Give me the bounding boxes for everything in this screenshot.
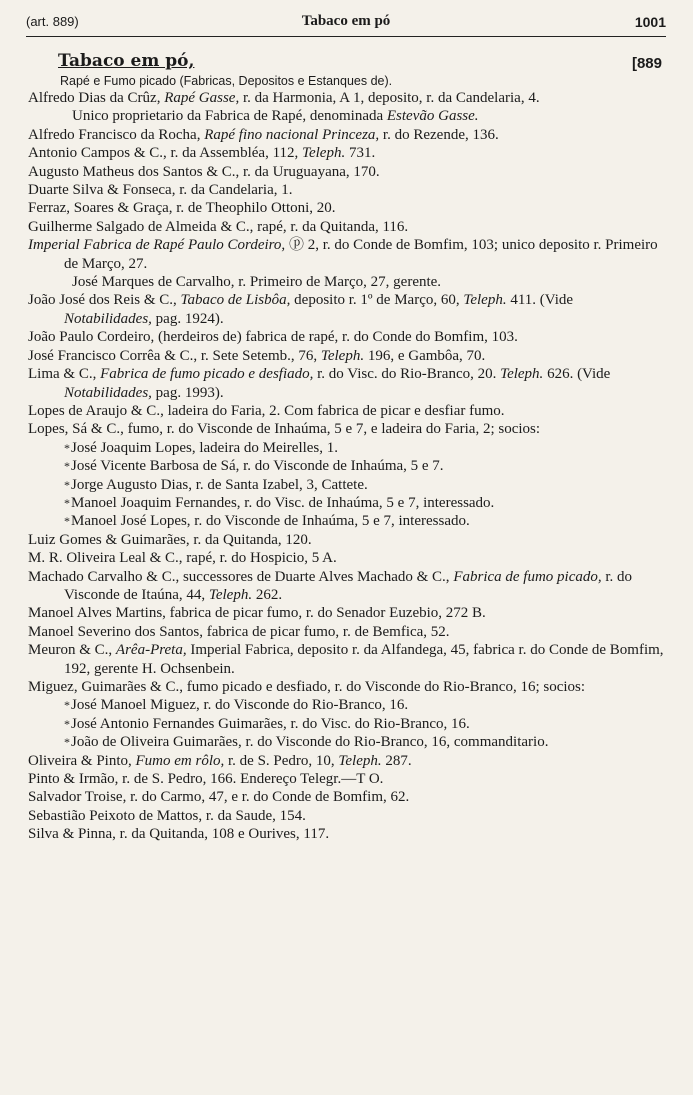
entry-text: Notabilidades,: [64, 384, 152, 401]
entry-text: Teleph.: [500, 366, 544, 383]
section-ref: [889: [631, 55, 662, 72]
entry-text: Lima & C.,: [28, 366, 101, 383]
asterisk-mark: *: [64, 716, 70, 731]
entry-text: Lopes de Araujo & C., ladeira do Faria, 2. Com fabrica de picar e desfiar fumo.: [28, 402, 505, 419]
entry-text: pag. 1993).: [151, 384, 224, 401]
entry-text: r. do Visc. do Rio-Branco, 20.: [313, 366, 501, 383]
entry-text: Imperial Fabrica, deposito r. da Alfandega, 45, fabrica r. do Conde de Bomfim, 192, gerente H. Ochsenbein.: [64, 642, 664, 677]
entry-text: Augusto Matheus dos Santos & C., r. da Uruguayana, 170.: [28, 163, 380, 180]
entry-text: Alfredo Francisco da Rocha,: [28, 126, 205, 143]
entry-text: Manoel Alves Martins, fabrica de picar fumo, r. do Senador Euzebio, 272 B.: [28, 605, 486, 622]
directory-entry: [28, 752, 664, 770]
entry-text: Manoel José Lopes, r. do Visconde de Inhaúma, 5 e 7, interessado.: [71, 513, 470, 530]
partner-entry: [28, 273, 664, 291]
partner-entry: [28, 439, 664, 457]
directory-entry: [28, 568, 664, 605]
entry-text: José Francisco Corrêa & C., r. Sete Setemb., 76,: [28, 347, 321, 364]
entry-text: Fabrica de fumo picado e desfiado,: [100, 366, 314, 383]
entry-text: Teleph.: [463, 292, 507, 309]
directory-entry: [28, 347, 664, 365]
directory-entry: [28, 678, 664, 696]
article-reference: (art. 889): [26, 14, 79, 29]
entry-text: João Paulo Cordeiro, (herdeiros de) fabrica de rapé, r. do Conde do Bomfim, 103.: [28, 329, 518, 346]
partner-entry: [28, 457, 664, 475]
partner-entry: [28, 733, 664, 751]
entry-text: Machado Carvalho & C., successores de Duarte Alves Machado & C.,: [28, 568, 454, 585]
entry-text: 731.: [345, 145, 376, 162]
entry-text: Unico proprietario da Fabrica de Rapé, denominada: [72, 108, 387, 125]
entry-text: Ferraz, Soares & Graça, r. de Theophilo Ottoni, 20.: [28, 200, 336, 217]
entry-text: 411. (Vide: [506, 292, 574, 309]
entry-text: Antonio Campos & C., r. da Assembléa, 112,: [28, 145, 303, 162]
entry-text: 196, e Gambôa, 70.: [364, 347, 486, 364]
entry-text: José Joaquim Lopes, ladeira do Meirelles, 1.: [71, 439, 339, 456]
asterisk-mark: *: [64, 495, 70, 510]
asterisk-mark: *: [64, 459, 70, 474]
entry-text: Duarte Silva & Fonseca, r. da Candelaria, 1.: [28, 182, 293, 199]
directory-entry: [28, 788, 664, 806]
partner-entry: [28, 715, 664, 733]
entry-text: r. do Visconde de Itaúna, 44,: [64, 568, 633, 603]
entry-text: r. da Harmonia, A 1, deposito, r. da Candelaria, 4.: [239, 90, 540, 106]
entry-text: Alfredo Dias da Crûz,: [28, 90, 165, 106]
directory-entry: [28, 181, 664, 199]
entry-text: Teleph.: [320, 347, 365, 364]
partner-entry: [28, 107, 664, 125]
entry-text: Teleph.: [208, 586, 253, 603]
directory-entry: [28, 549, 664, 567]
entry-text: José Antonio Fernandes Guimarães, r. do Visc. do Rio-Branco, 16.: [71, 715, 470, 732]
entry-text: pag. 1924).: [151, 310, 224, 327]
asterisk-mark: *: [64, 735, 70, 750]
directory-entry: [28, 623, 664, 641]
entry-text: r. de S. Pedro, 10,: [224, 752, 339, 769]
directory-entry: [28, 218, 664, 236]
partner-entry: [28, 696, 664, 714]
partner-entry: [28, 512, 664, 530]
entry-text: Silva & Pinna, r. da Quitanda, 108 e Ourives, 117.: [28, 826, 330, 843]
entry-text: Guilherme Salgado de Almeida & C., rapé, r. da Quitanda, 116.: [28, 218, 409, 235]
entry-text: José Marques de Carvalho, r. Primeiro de Março, 27, gerente.: [72, 274, 442, 291]
entry-text: 287.: [381, 752, 412, 769]
entry-text: Fumo em rôlo,: [135, 752, 225, 769]
section-subtitle: Rapé e Fumo picado (Fabricas, Depositos e Estanques de).: [60, 74, 393, 88]
entry-text: 262.: [252, 586, 283, 603]
directory-entry: [28, 825, 664, 843]
section-title: Tabaco em pó,: [58, 51, 195, 71]
entry-text: deposito r. 1º de Março, 60,: [290, 292, 464, 309]
entry-text: Manoel Severino dos Santos, fabrica de picar fumo, r. de Bemfica, 52.: [28, 623, 450, 640]
entry-text: Arêa-Preta,: [115, 642, 187, 659]
directory-entry: [28, 365, 664, 402]
entry-text: Meuron & C.,: [28, 642, 116, 659]
directory-entry: [28, 291, 664, 328]
directory-entry: [28, 236, 664, 273]
directory-entry: [28, 531, 664, 549]
directory-entry: [28, 144, 664, 162]
asterisk-mark: *: [64, 698, 70, 713]
directory-entry: [28, 641, 664, 678]
page-number: 1001: [634, 14, 666, 30]
asterisk-mark: *: [64, 514, 70, 529]
directory-entry: [28, 807, 664, 825]
entry-text: José Vicente Barbosa de Sá, r. do Visconde de Inhaúma, 5 e 7.: [71, 458, 444, 475]
directory-entry: [28, 420, 664, 438]
directory-entry: [28, 163, 664, 181]
entry-text: Tabaco de Lisbôa,: [180, 292, 291, 309]
directory-content: [28, 52, 664, 844]
directory-entry: [28, 402, 664, 420]
entry-text: Oliveira & Pinto,: [28, 752, 136, 769]
entry-text: Imperial Fabrica de Rapé Paulo Cordeiro,: [28, 237, 286, 254]
partner-entry: [28, 476, 664, 494]
entry-text: Rapé Gasse,: [164, 90, 240, 106]
entry-text: Manoel Joaquim Fernandes, r. do Visc. de Inhaúma, 5 e 7, interessado.: [71, 494, 495, 511]
directory-entry: [28, 126, 664, 144]
asterisk-mark: *: [64, 477, 70, 492]
directory-entry: [28, 604, 664, 622]
entry-text: 626. (Vide: [543, 366, 611, 383]
directory-entry: [28, 89, 664, 107]
entry-text: Sebastião Peixoto de Mattos, r. da Saude, 154.: [28, 807, 306, 824]
entry-text: Salvador Troise, r. do Carmo, 47, e r. do Conde de Bomfim, 62.: [28, 789, 410, 806]
directory-entry: [28, 199, 664, 217]
entry-text: José Manoel Miguez, r. do Visconde do Rio-Branco, 16.: [71, 697, 409, 714]
entry-text: Miguez, Guimarães & C., fumo picado e desfiado, r. do Visconde do Rio-Branco, 16; socios:: [28, 679, 586, 695]
entry-text: Lopes, Sá & C., fumo, r. do Visconde de Inhaúma, 5 e 7, e ladeira do Faria, 2; socios:: [28, 421, 541, 438]
entry-text: r. do Rezende, 136.: [379, 126, 499, 143]
entry-text: Jorge Augusto Dias, r. de Santa Izabel, 3, Cattete.: [71, 476, 368, 493]
entry-text: Pinto & Irmão, r. de S. Pedro, 166. Endereço Telegr.—T O.: [28, 771, 384, 788]
entry-text: ⓟ 2, r. do Conde de Bomfim, 103; unico deposito r. Primeiro de Março, 27.: [64, 237, 658, 272]
entry-text: Teleph.: [302, 145, 346, 162]
entry-text: João José dos Reis & C.,: [28, 292, 181, 309]
entry-text: Luiz Gomes & Guimarães, r. da Quitanda, 120.: [28, 531, 312, 548]
entry-text: Estevão Gasse.: [386, 108, 479, 125]
entry-text: Rapé fino nacional Princeza,: [204, 126, 380, 143]
directory-entry: [28, 770, 664, 788]
entry-text: Teleph.: [338, 752, 382, 769]
asterisk-mark: *: [64, 440, 70, 455]
entry-text: Fabrica de fumo picado,: [453, 568, 602, 585]
page-header: [26, 10, 666, 37]
entry-text: João de Oliveira Guimarães, r. do Visconde do Rio-Branco, 16, commanditario.: [71, 734, 549, 751]
directory-entry: [28, 328, 664, 346]
entry-text: M. R. Oliveira Leal & C., rapé, r. do Hospicio, 5 A.: [28, 550, 337, 567]
running-title: Tabaco em pó: [301, 13, 391, 29]
entry-list: [28, 89, 664, 844]
entry-text: Notabilidades,: [64, 310, 152, 327]
section-heading: [28, 52, 664, 74]
partner-entry: [28, 494, 664, 512]
